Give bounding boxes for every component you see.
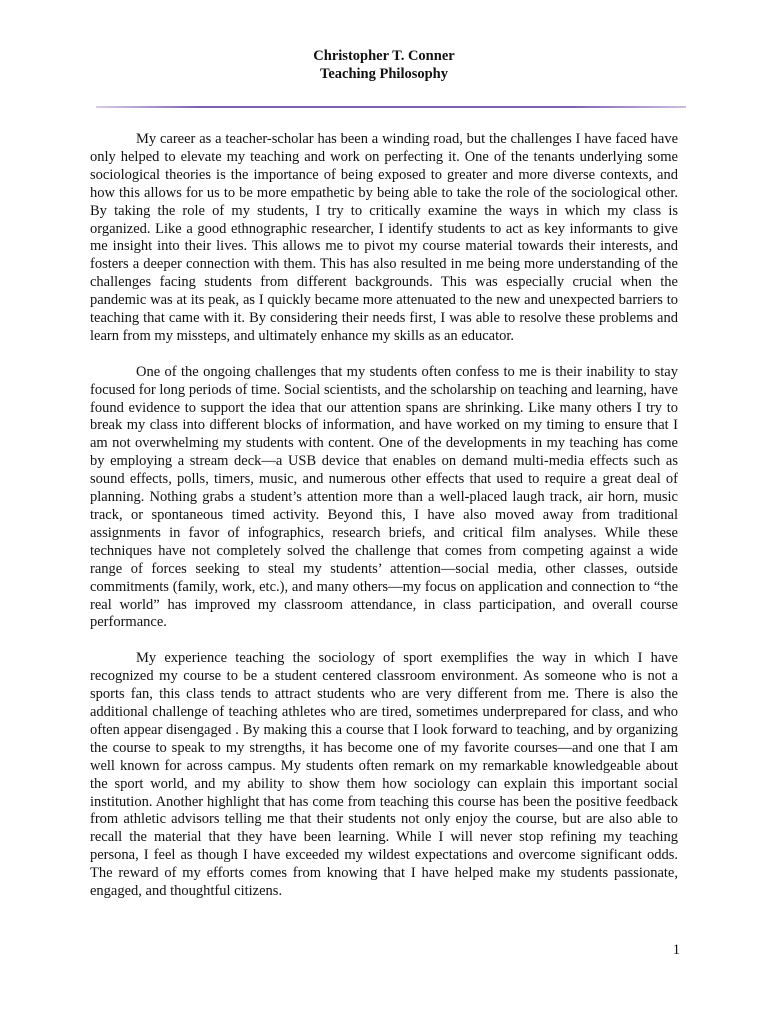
header-divider xyxy=(96,106,686,108)
paragraph-2: One of the ongoing challenges that my students often confess to me is their inability to stay focused for long periods of time. Social scientists, and the scholarship on teaching and learning, have found evidence to support the idea that our attention spans are shrinking. Like many others I try to break my class into different blocks of information, and have worked on my timing to ensure that I am not overwhelming my students with content. One of the developments in my teaching has come by employing a stream deck—a USB device that enables on demand multi-media effects such as sound effects, polls, timers, music, and numerous other effects that used to require a great deal of planning. Nothing grabs a student’s attention more than a well-placed laugh track, air horn, music track, or spontaneous timed activity. Beyond this, I have also moved away from traditional assignments in favor of infographics, research briefs, and critical film analyses. While these techniques have not completely solved the challenge that comes from competing against a wide range of forces seeking to steal my students’ attention—social media, other classes, outside commitments (family, work, etc.), and many others—my focus on application and connection to “the real world” has improved my classroom attendance, in class participation, and overall course performance. xyxy=(90,363,678,631)
document-title: Teaching Philosophy xyxy=(320,66,448,82)
paragraph-1: My career as a teacher-scholar has been a winding road, but the challenges I have faced have only helped to elevate my teaching and work on perfecting it. One of the tenants underlying some sociological theories is the importance of being exposed to greater and more diverse contexts, and how this allows for us to be more empathetic by being able to take the role of the sociological other. By taking the role of my students, I try to critically examine the ways in which my class is organized. Like a good ethnographic researcher, I identify students to act as key informants to give me insight into their lives. This allows me to pivot my course material towards their interests, and fosters a deeper connection with them. This has also resulted in me being more understanding of the challenges facing students from different backgrounds. This was especially crucial when the pandemic was at its peak, as I quickly became more attenuated to the new and unexpected barriers to teaching that came with it. By considering their needs first, I was able to resolve these problems and learn from my missteps, and ultimately enhance my skills as an educator. xyxy=(90,131,678,344)
document-header xyxy=(0,47,768,83)
author-name: Christopher T. Conner xyxy=(313,48,455,64)
document-body xyxy=(90,131,678,919)
paragraph-3: My experience teaching the sociology of sport exemplifies the way in which I have recognized my course to be a student centered classroom environment. As someone who is not a sports fan, this class tends to attract students who are very different from me. There is also the additional challenge of teaching athletes who are tired, sometimes underprepared for class, and who often appear disengaged . By making this a course that I look forward to teaching, and by organizing the course to speak to my strengths, it has become one of my favorite courses—and one that I am well known for across campus. My students often remark on my remarkable knowledgeable about the sport world, and my ability to show them how sociology can explain this important social institution. Another highlight that has come from teaching this course has been the positive feedback from athletic advisors telling me that their students not only enjoy the course, but are also able to recall the material that they have been learning. While I will never stop refining my teaching persona, I feel as though I have exceeded my wildest expectations and overcome significant odds. The reward of my efforts comes from knowing that I have helped make my students passionate, engaged, and thoughtful citizens. xyxy=(90,650,678,900)
page-number: 1 xyxy=(672,942,680,958)
